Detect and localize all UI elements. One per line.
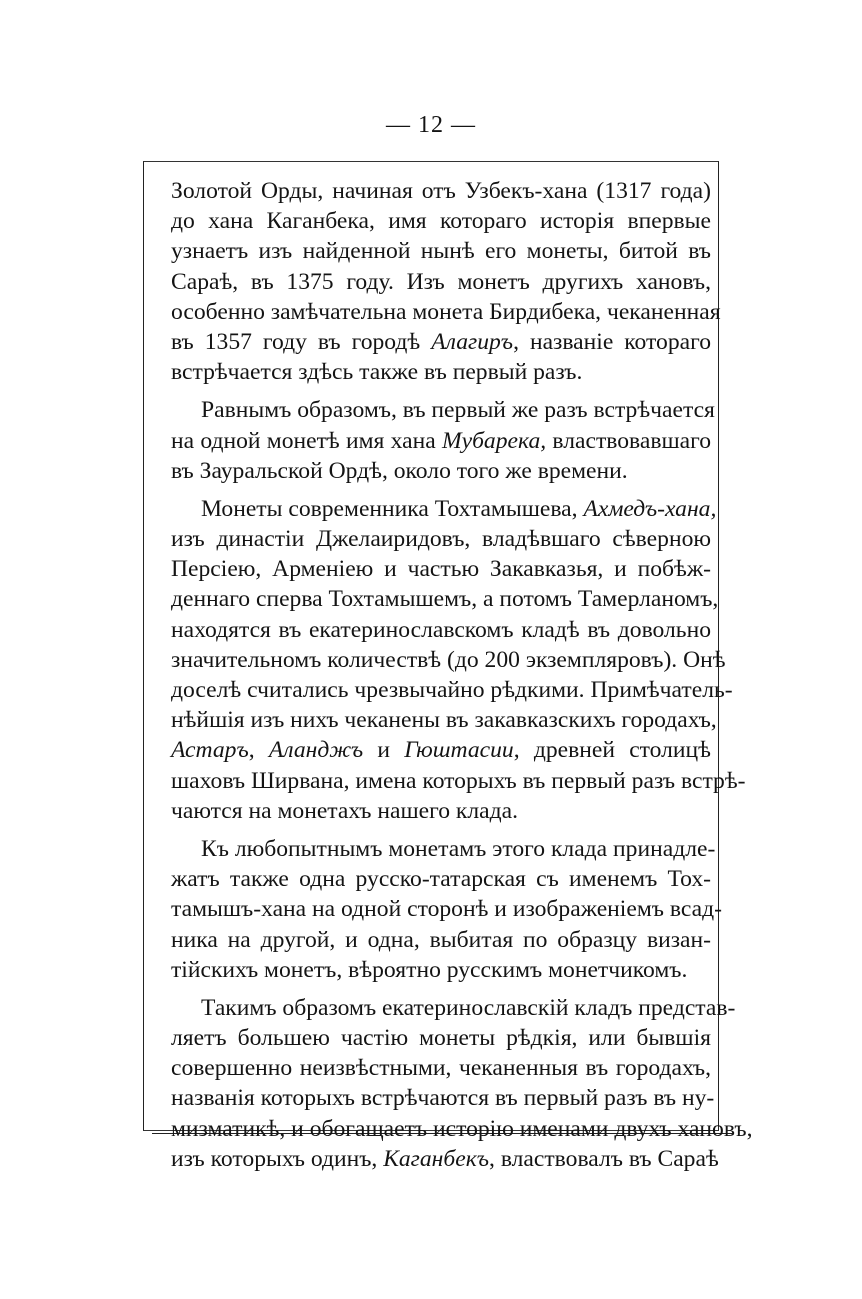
text-run: и (363, 737, 405, 764)
text-run: , властвовалъ въ Сараѣ (489, 1145, 719, 1172)
text-run: , древней столицѣ (513, 737, 711, 764)
place-name-italic: Астаръ (171, 737, 249, 764)
name-italic: Ахмедъ-хана, (583, 495, 717, 522)
name-italic: Мубарека, (441, 427, 547, 454)
paragraph-4 (171, 834, 722, 985)
text-line: Къ любопытнымъ монетамъ этого клада принадле- (201, 835, 716, 862)
text-line: особенно замѣчательна монета Бирдибека, чеканенная (171, 298, 721, 325)
text-line: тійскихъ монетъ, вѣроятно русскимъ монетчикомъ. (171, 956, 688, 983)
text-line (171, 1144, 719, 1174)
text-line (171, 327, 711, 357)
text-line: совершенно неизвѣстными, чеканенныя въ городахъ, (171, 1055, 711, 1082)
text-line: ника на другой, и одна, выбитая по образцу визан- (171, 926, 711, 953)
text-run: изъ которыхъ одинъ, (171, 1145, 384, 1172)
text-line: мизматикѣ, и обогащаетъ исторію именами двухъ хановъ, (171, 1115, 753, 1142)
paragraph-3 (171, 494, 746, 826)
page-number: — 12 — (386, 112, 476, 138)
text-line: тамышъ-хана на одной сторонѣ и изображеніемъ всад- (171, 896, 722, 923)
paragraph-5 (171, 993, 753, 1174)
text-line: узнаетъ изъ найденной нынѣ его монеты, битой въ (171, 238, 711, 265)
text-line: деннаго сперва Тохтамышемъ, а потомъ Тамерланомъ, (171, 586, 719, 613)
text-line: Такимъ образомъ екатеринославскій кладъ представ- (201, 994, 736, 1021)
text-line: жатъ также одна русско-татарская съ именемъ Тох- (171, 866, 711, 893)
paragraph-1 (171, 176, 721, 387)
text-line: Равнымъ образомъ, въ первый же разъ встрѣчается (201, 397, 715, 424)
name-italic: Каганбекъ (383, 1145, 490, 1172)
text-run: на одной монетѣ имя хана (171, 427, 442, 454)
text-run: властвовавшаго (546, 427, 711, 454)
text-line (171, 426, 711, 456)
text-line (171, 494, 717, 524)
text-run: Монеты современника Тохтамышева, (201, 495, 584, 522)
text-run: въ 1357 году въ городѣ (171, 328, 432, 355)
place-name-italic: Алагиръ (431, 328, 514, 355)
text-line: Персіею, Арменіею и частью Закавказья, и побѣж- (171, 556, 711, 583)
text-line: шаховъ Ширвана, имена которыхъ въ первый разъ встрѣ- (171, 767, 746, 794)
text-line: чаются на монетахъ нашего клада. (171, 797, 518, 824)
text-line: въ Зауральской Ордѣ, около того же времени. (171, 457, 628, 484)
text-line: нѣйшія изъ нихъ чеканены въ закавказскихъ городахъ, (171, 707, 717, 734)
place-name-italic: Гюштасии (404, 737, 514, 764)
text-line (171, 735, 711, 765)
text-line: Сараѣ, въ 1375 году. Изъ монетъ другихъ хановъ, (171, 268, 711, 295)
text-line: Золотой Орды, начиная отъ Узбекъ-хана (1317 года) (171, 178, 711, 204)
text-line: изъ династіи Джелаиридовъ, владѣвшаго сѣверною (171, 526, 711, 553)
place-name-italic: Аланджъ (268, 737, 364, 764)
text-line: встрѣчается здѣсь также въ первый разъ. (171, 359, 583, 386)
body-text (171, 176, 753, 1174)
text-line: ляетъ большею частію монеты рѣдкія, или бывшія (171, 1025, 711, 1052)
text-line: доселѣ считались чрезвычайно рѣдкими. Примѣчатель- (171, 677, 733, 703)
text-line: до хана Каганбека, имя котораго исторія впервые (171, 208, 711, 235)
text-run: , (248, 737, 269, 764)
text-line: названія которыхъ встрѣчаются въ первый разъ въ ну- (171, 1085, 715, 1112)
text-line: значительномъ количествѣ (до 200 экземпляровъ). Онѣ (171, 646, 726, 673)
paragraph-2 (171, 395, 715, 486)
text-line: находятся въ екатеринославскомъ кладѣ въ довольно (171, 616, 711, 643)
text-run: , названіе котораго (513, 328, 711, 355)
